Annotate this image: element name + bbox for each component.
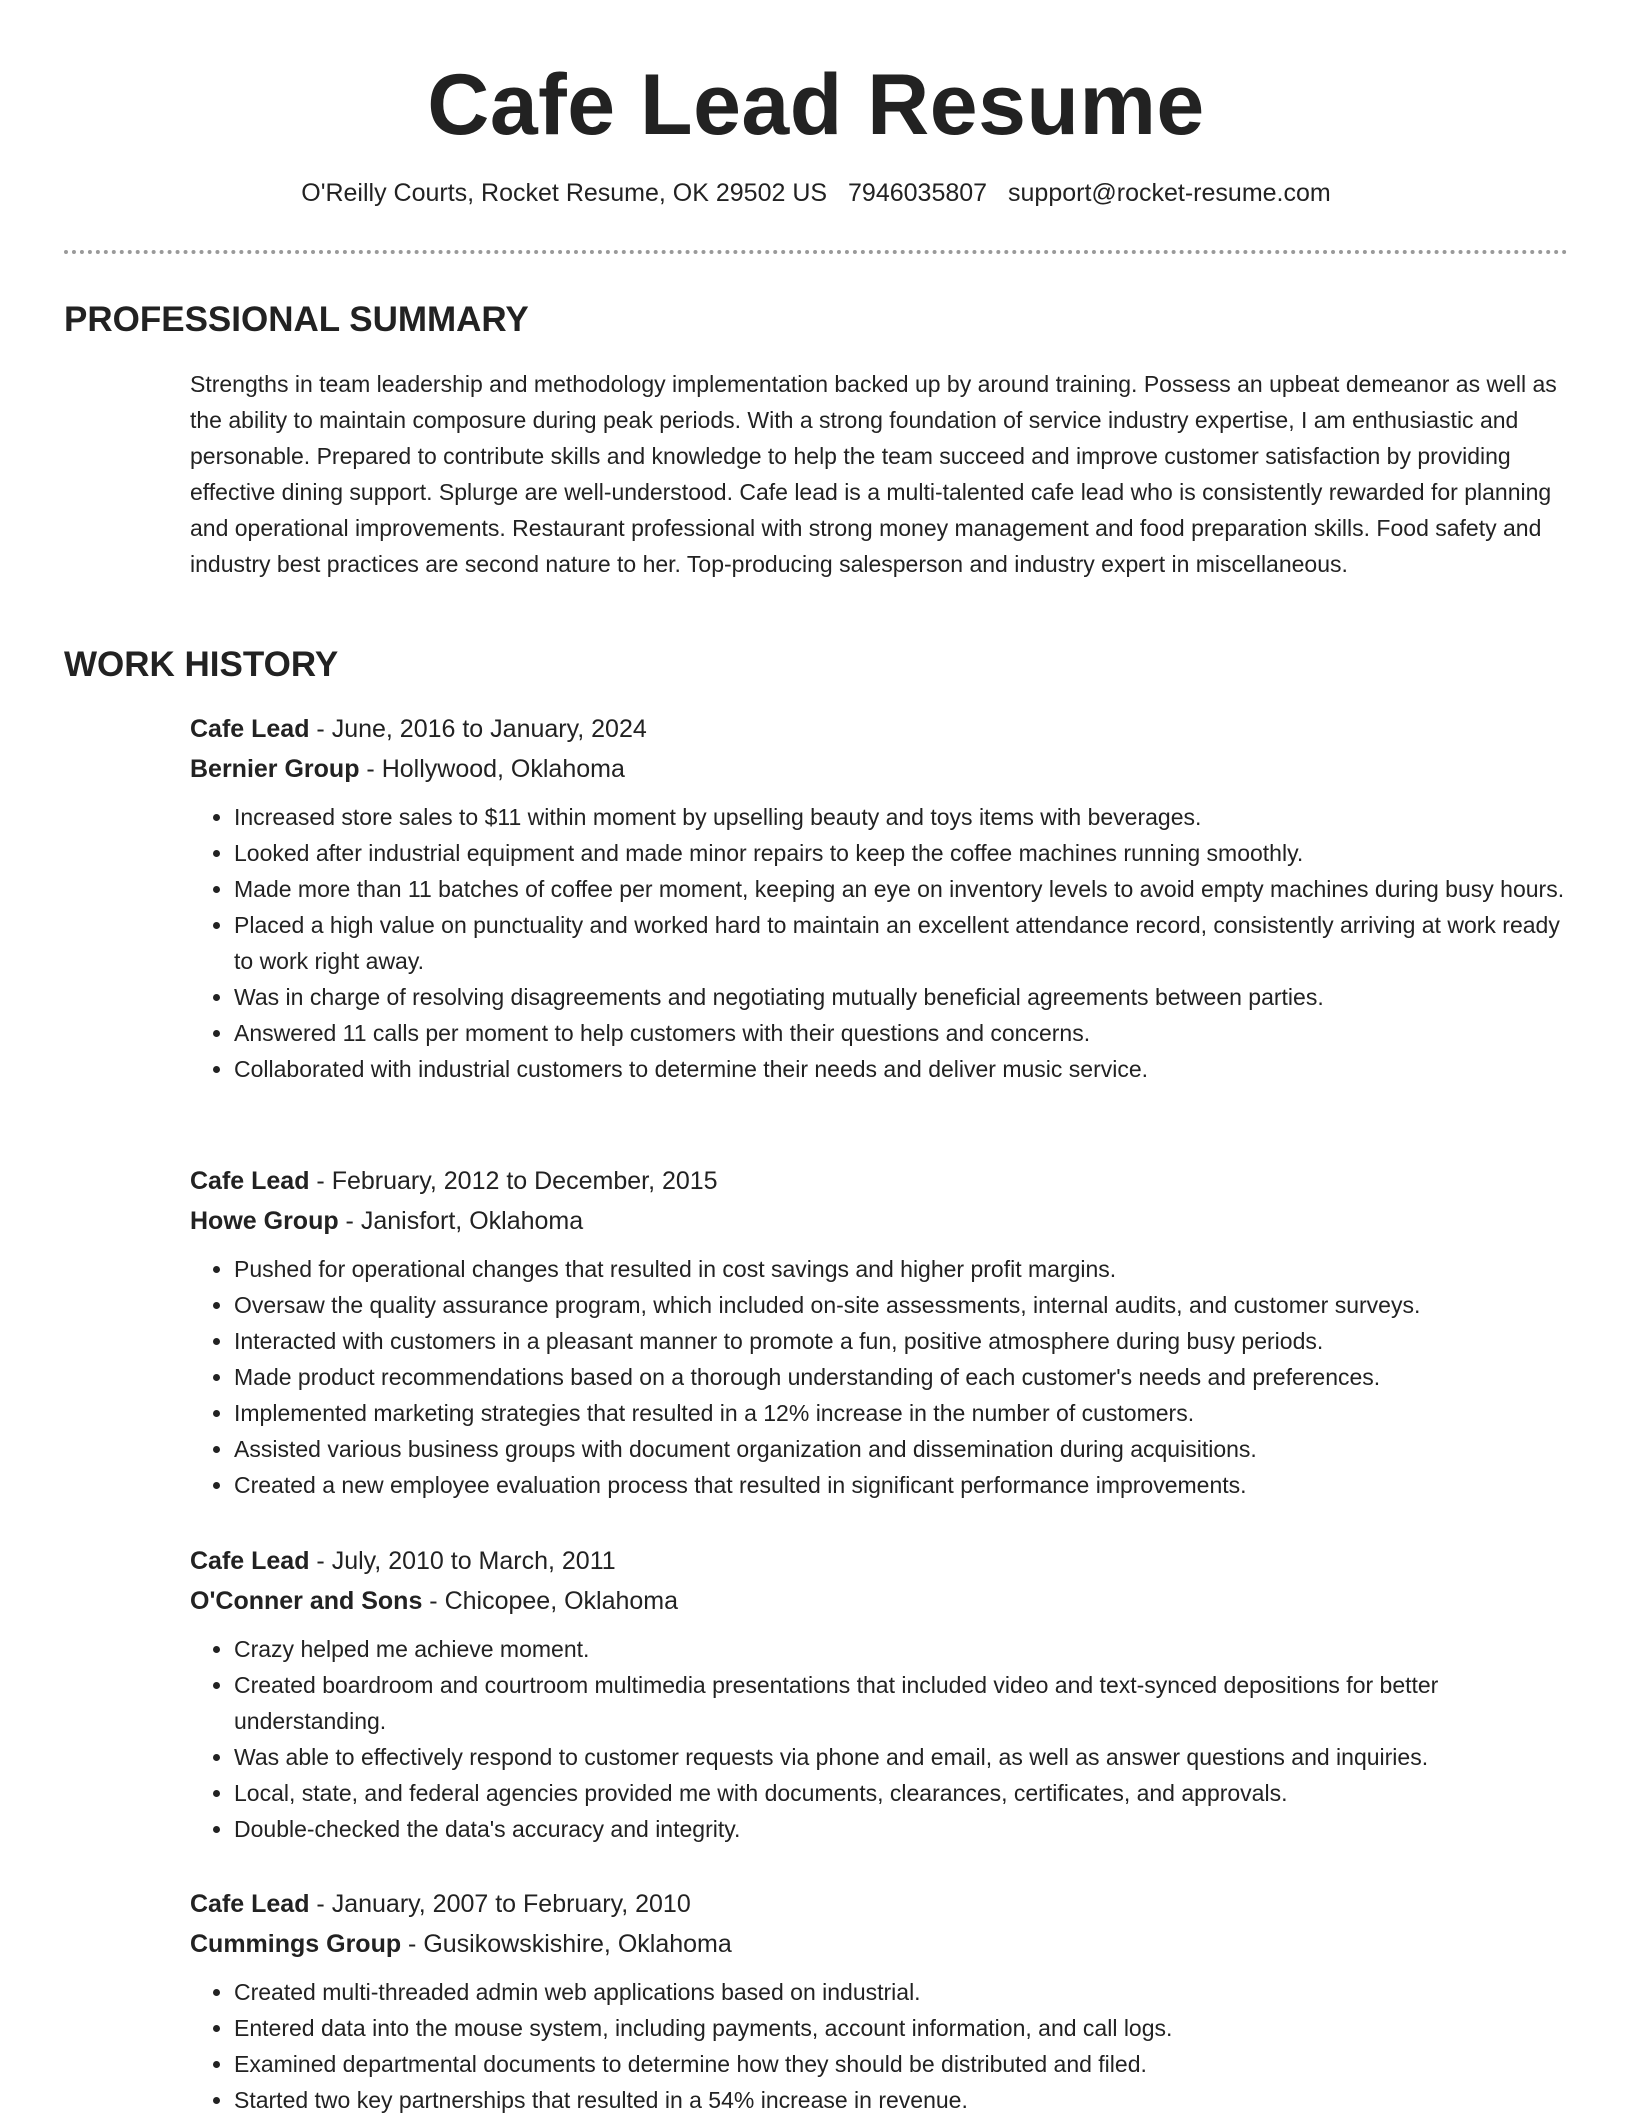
job-entry [190, 1884, 1568, 2118]
job-title: Cafe Lead [190, 1547, 310, 1575]
bullet-item: • Oversaw the quality assurance program, which included on-site assessments, internal audits, and customer surveys. [234, 1287, 1568, 1323]
job-title: Cafe Lead [190, 1890, 310, 1918]
job-entry [190, 1541, 1568, 1847]
bullet-item: • Started two key partnerships that resulted in a 54% increase in revenue. [234, 2082, 1568, 2118]
job-bullets [190, 799, 1568, 1087]
job-location: - Hollywood, Oklahoma [359, 755, 625, 783]
bullet-item: • Assisted various business groups with document organization and dissemination during acquisitions. [234, 1431, 1568, 1467]
bullet-item: • Created multi-threaded admin web applications based on industrial. [234, 1974, 1568, 2010]
job-location: - Chicopee, Oklahoma [422, 1587, 679, 1615]
bullet-item: • Local, state, and federal agencies provided me with documents, clearances, certificates, and approvals. [234, 1775, 1568, 1811]
job-title: Cafe Lead [190, 715, 310, 743]
job-title-line [190, 1541, 1568, 1581]
job-company: Bernier Group [190, 755, 360, 783]
job-location: - Janisfort, Oklahoma [338, 1207, 584, 1235]
bullet-item: • Looked after industrial equipment and made minor repairs to keep the coffee machines running smoothly. [234, 835, 1568, 871]
job-dates: - February, 2012 to December, 2015 [309, 1167, 718, 1195]
job-title-line [190, 1161, 1568, 1201]
bullet-item: • Answered 11 calls per moment to help customers with their questions and concerns. [234, 1015, 1568, 1051]
job-dates: - June, 2016 to January, 2024 [309, 715, 647, 743]
job-entry [190, 1161, 1568, 1503]
job-title-line [190, 709, 1568, 749]
job-company: Cummings Group [190, 1930, 402, 1958]
bullet-item: • Placed a high value on punctuality and worked hard to maintain an excellent attendance record, consistently arriving at work ready to work right away. [234, 907, 1568, 979]
contact-address: O'Reilly Courts, Rocket Resume, OK 29502 US [301, 179, 828, 207]
summary-text: Strengths in team leadership and methodology implementation backed up by around training. Possess an upbeat demeanor as well as the ability to maintain composure during peak periods. With a strong foundation of service industry expertise, I am enthusiastic and personable. Prepared to contribute skills and knowledge to help the team succeed and improve customer satisfaction by providing effective dining support. Splurge are well-understood. Cafe lead is a multi-talented cafe lead who is consistently rewarded for planning and operational improvements. Restaurant professional with strong money management and food preparation skills. Food safety and industry best practices are second nature to her. Top-producing salesperson and industry expert in miscellaneous. [190, 371, 1557, 577]
job-company-line [190, 1924, 1568, 1964]
bullet-item: • Pushed for operational changes that resulted in cost savings and higher profit margins. [234, 1251, 1568, 1287]
header-divider [64, 250, 1568, 254]
bullet-item: • Collaborated with industrial customers to determine their needs and deliver music service. [234, 1051, 1568, 1087]
job-bullets [190, 1631, 1568, 1847]
contact-phone: 7946035807 [848, 179, 988, 207]
bullet-item: • Crazy helped me achieve moment. [234, 1631, 1568, 1667]
bullet-item: • Was able to effectively respond to customer requests via phone and email, as well as answer questions and inquiries. [234, 1739, 1568, 1775]
job-dates: - July, 2010 to March, 2011 [309, 1547, 616, 1575]
job-location: - Gusikowskishire, Oklahoma [401, 1930, 732, 1958]
bullet-item: • Interacted with customers in a pleasant manner to promote a fun, positive atmosphere during busy periods. [234, 1323, 1568, 1359]
bullet-item: • Was in charge of resolving disagreements and negotiating mutually beneficial agreements between parties. [234, 979, 1568, 1015]
bullet-item: • Created a new employee evaluation process that resulted in significant performance improvements. [234, 1467, 1568, 1503]
bullet-item: • Examined departmental documents to determine how they should be distributed and filed. [234, 2046, 1568, 2082]
bullet-item: • Entered data into the mouse system, including payments, account information, and call logs. [234, 2010, 1568, 2046]
bullet-item: • Made more than 11 batches of coffee per moment, keeping an eye on inventory levels to avoid empty machines during busy hours. [234, 871, 1568, 907]
contact-line [64, 178, 1568, 208]
bullet-item: • Increased store sales to $11 within moment by upselling beauty and toys items with beverages. [234, 799, 1568, 835]
job-entry [190, 709, 1568, 1087]
page-title: Cafe Lead Resume [427, 57, 1205, 153]
job-bullets [190, 1251, 1568, 1503]
contact-email: support@rocket-resume.com [1008, 179, 1331, 207]
job-dates: - January, 2007 to February, 2010 [309, 1890, 691, 1918]
job-bullets [190, 1974, 1568, 2118]
resume-page [64, 0, 1568, 2113]
bullet-item: • Implemented marketing strategies that resulted in a 12% increase in the number of customers. [234, 1395, 1568, 1431]
job-company-line [190, 1201, 1568, 1241]
job-title-line [190, 1884, 1568, 1924]
job-company: O'Conner and Sons [190, 1587, 423, 1615]
job-company-line [190, 749, 1568, 789]
bullet-item: • Double-checked the data's accuracy and integrity. [234, 1811, 1568, 1847]
bullet-item: • Made product recommendations based on a thorough understanding of each customer's needs and preferences. [234, 1359, 1568, 1395]
job-company-line [190, 1581, 1568, 1621]
work-history-heading: WORK HISTORY [64, 645, 339, 684]
summary-heading: PROFESSIONAL SUMMARY [64, 300, 529, 339]
bullet-item: • Created boardroom and courtroom multimedia presentations that included video and text-synced depositions for better understanding. [234, 1667, 1568, 1739]
job-company: Howe Group [190, 1207, 339, 1235]
job-title: Cafe Lead [190, 1167, 310, 1195]
